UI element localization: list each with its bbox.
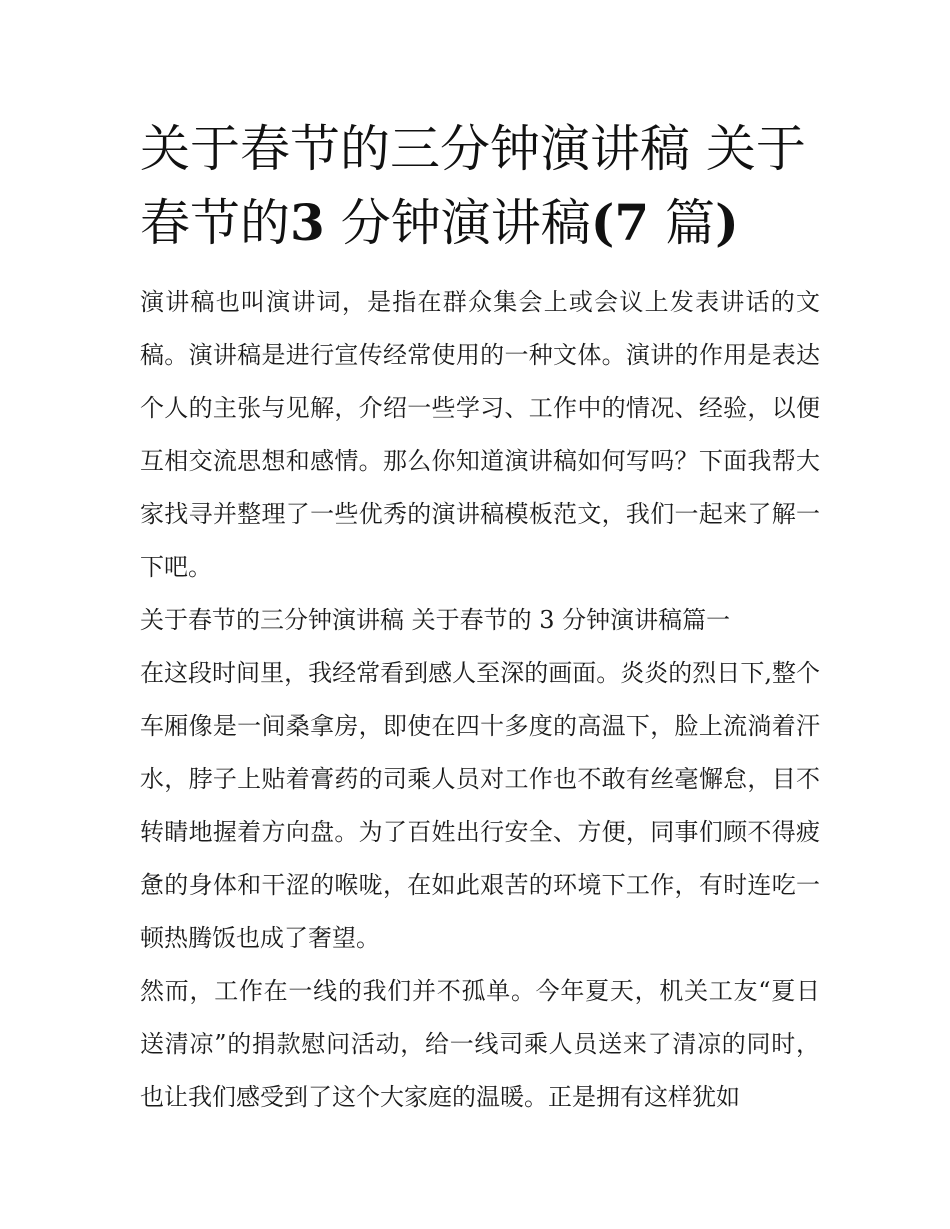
document-title <box>140 112 820 260</box>
title-segment: (7 <box>590 193 650 252</box>
title-segment: 3 <box>290 193 325 252</box>
document-body <box>140 276 820 1124</box>
title-segment: 分钟演讲稿 <box>324 194 591 252</box>
paragraph-intro: 演讲稿也叫演讲词，是指在群众集会上或会议上发表讲话的文稿。演讲稿是进行宣传经常使用的一种文体。演讲的作用是表达个人的主张与见解，介绍一些学习、工作中的情况、经验，以便互相交流思想和感情。那么你知道演讲稿如何写吗？下面我帮大家找寻并整理了一些优秀的演讲稿模板范文，我们一起来了解一下吧。 <box>140 288 820 581</box>
title-segment: ) <box>715 193 739 252</box>
paragraph: 然而，工作在一线的我们并不孤单。今年夏天，机关工友“夏日送清凉”的捐款慰问活动，给一线司乘人员送来了清凉的同时，也让我们感受到了这个大家庭的温暖。正是拥有这样犹如 <box>140 977 820 1111</box>
section-heading: 关于春节的三分钟演讲稿 关于春节的 3 分钟演讲稿篇一 <box>140 606 731 634</box>
title-segment: 篇 <box>649 194 716 252</box>
paragraph: 在这段时间里，我经常看到感人至深的画面。炎炎的烈日下,整个车厢像是一间桑拿房，即使在四十多度的高温下，脸上流淌着汗水，脖子上贴着膏药的司乘人员对工作也不敢有丝毫懈怠，目不转睛地握着方向盘。为了百姓出行安全、方便，同事们顾不得疲惫的身体和干涩的喉咙，在如此艰苦的环境下工作，有时连吃一顿热腾饭也成了奢望。 <box>140 659 820 952</box>
title-segment: 关于春节的三分钟演讲稿 关于春节的 <box>140 120 806 252</box>
